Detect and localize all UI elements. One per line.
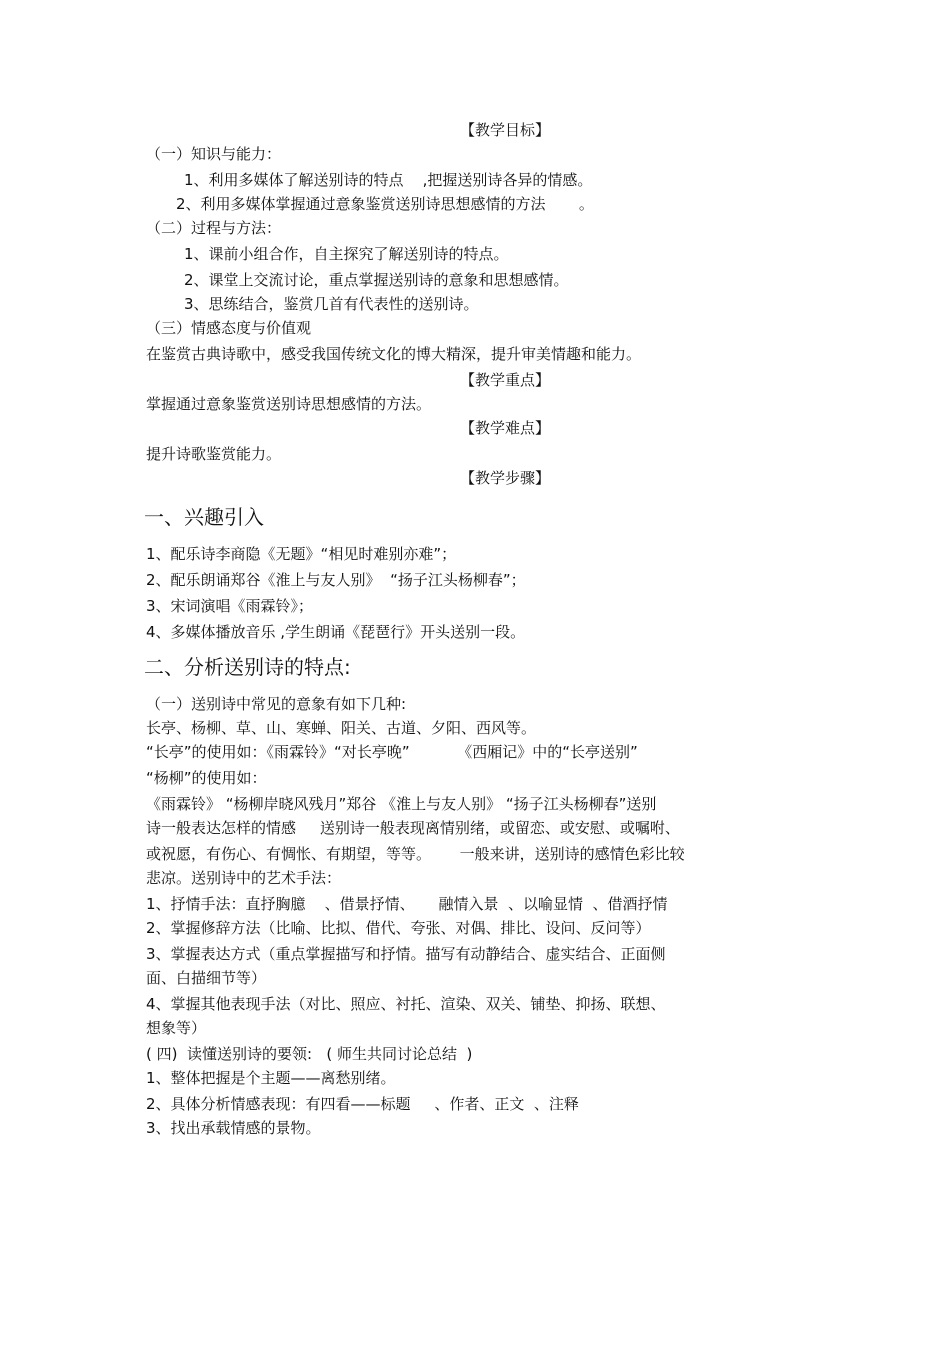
section-2-line: 或祝愿，有伤心、有惆怅、有期望，等等。 一般来讲，送别诗的感情色彩比较 — [146, 845, 685, 863]
difficulty-text: 提升诗歌鉴赏能力。 — [146, 445, 282, 463]
heading-objectives: 【教学目标】 — [459, 121, 550, 139]
objective-2-item: 1、课前小组合作，自主探究了解送别诗的特点。 — [184, 245, 509, 263]
reading-tip-item: 2、具体分析情感表现：有四看——标题 、作者、正文 、注释 — [146, 1095, 579, 1113]
section-2-subtitle: （一）送别诗中常见的意象有如下几种: — [146, 695, 407, 713]
heading-difficulty: 【教学难点】 — [459, 419, 550, 437]
section-2-line: 长亭、杨柳、草、山、寒蝉、阳关、古道、夕阳、西风等。 — [146, 719, 537, 737]
section-2-line: “杨柳”的使用如： — [146, 769, 267, 787]
section-1-item: 2、配乐朗诵郑谷《淮上与友人别》 “扬子江头杨柳春”； — [146, 571, 526, 589]
section-2-line: “长亭”的使用如：《雨霖铃》“对长亭晚” 《西厢记》中的“长亭送别” — [146, 743, 638, 761]
section-2-line: 悲凉。送别诗中的艺术手法： — [146, 869, 342, 887]
art-technique-item: 2、掌握修辞方法（比喻、比拟、借代、夸张、对偶、排比、设问、反问等） — [146, 919, 651, 937]
section-1-item: 1、配乐诗李商隐《无题》“相见时难别亦难”； — [146, 545, 457, 563]
objective-2-item: 3、思练结合，鉴赏几首有代表性的送别诗。 — [184, 295, 479, 313]
section-1-item: 3、宋词演唱《雨霖铃》； — [146, 597, 314, 615]
objective-1-title: （一）知识与能力： — [146, 145, 282, 163]
heading-key-points: 【教学重点】 — [459, 371, 550, 389]
objective-1-item: 2、利用多媒体掌握通过意象鉴赏送别诗思想感情的方法 。 — [176, 195, 594, 213]
reading-tip-item: 3、找出承载情感的景物。 — [146, 1119, 321, 1137]
section-1-item: 4、多媒体播放音乐 ,学生朗诵《琵琶行》开头送别一段。 — [146, 623, 526, 641]
section-2-subtitle: ( 四) 读懂送别诗的要领: ( 师生共同讨论总结 ) — [146, 1045, 473, 1063]
key-points-text: 掌握通过意象鉴赏送别诗思想感情的方法。 — [146, 395, 432, 413]
section-2-title: 二、分析送别诗的特点: — [144, 655, 351, 679]
art-technique-item: 3、掌握表达方式（重点掌握描写和抒情。描写有动静结合、虚实结合、正面侧 — [146, 945, 666, 963]
art-technique-item-continued: 面、白描细节等） — [146, 969, 267, 987]
section-1-title: 一、兴趣引入 — [144, 505, 264, 529]
art-technique-item: 4、掌握其他表现手法（对比、照应、衬托、渲染、双关、铺垫、抑扬、联想、 — [146, 995, 666, 1013]
objective-2-item: 2、课堂上交流讨论，重点掌握送别诗的意象和思想感情。 — [184, 271, 569, 289]
objective-3-title: （三）情感态度与价值观 — [146, 319, 312, 337]
objective-3-text: 在鉴赏古典诗歌中，感受我国传统文化的博大精深，提升审美情趣和能力。 — [146, 345, 642, 363]
objective-1-item: 1、利用多媒体了解送别诗的特点 ,把握送别诗各异的情感。 — [184, 171, 593, 189]
section-2-line: 诗一般表达怎样的情感 送别诗一般表现离情别绪，或留恋、或安慰、或嘱咐、 — [146, 819, 680, 837]
objective-2-title: （二）过程与方法： — [146, 219, 282, 237]
art-technique-item: 1、抒情手法：直抒胸臆 、借景抒情、 融情入景 、以喻显情 、借酒抒情 — [146, 895, 668, 913]
section-2-line: 《雨霖铃》 “杨柳岸晓风残月”郑谷 《淮上与友人别》 “扬子江头杨柳春”送别 — [146, 795, 657, 813]
art-technique-item-continued: 想象等） — [146, 1019, 207, 1037]
reading-tip-item: 1、整体把握是个主题——离愁别绪。 — [146, 1069, 396, 1087]
heading-steps: 【教学步骤】 — [459, 469, 550, 487]
